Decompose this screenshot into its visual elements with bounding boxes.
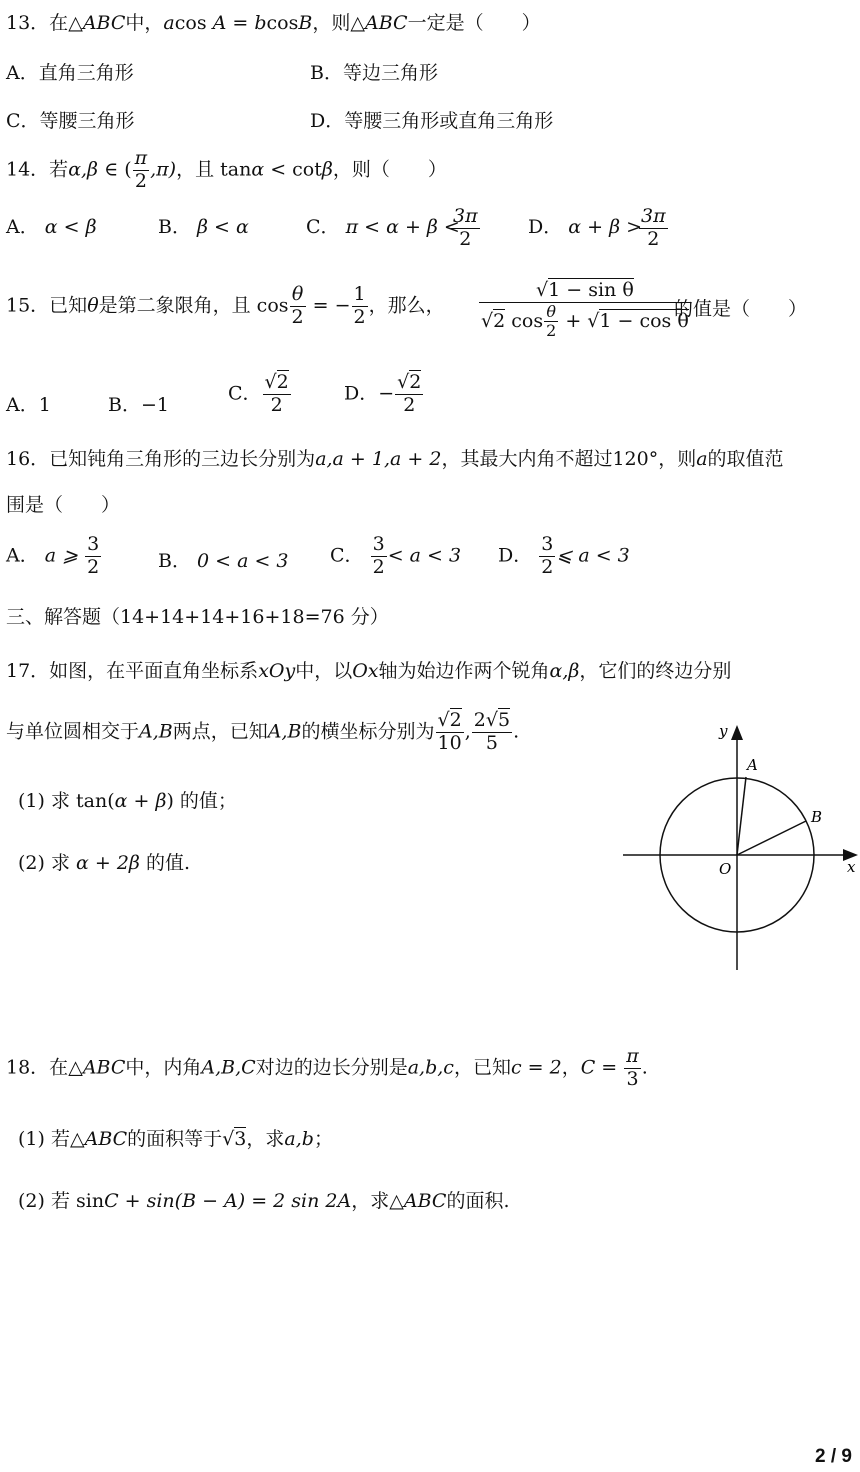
q15-option-c: C． $\frac{√2}{2}$ (228, 371, 289, 416)
q13-option-b: B．等边三角形 (310, 62, 438, 84)
q14-option-d: D． α + β > (528, 216, 643, 238)
q15-option-d: D．− $\frac{√2}{2}$ (344, 371, 422, 416)
q15-stem: 15．已知θ是第二象限角，且 cos $\frac{\theta}{2}$ = − $\frac{1}{2}$ ，那么， (6, 283, 445, 328)
q16-option-b: B． 0 < a < 3 (158, 550, 289, 572)
q16-line1: 16．已知钝角三角形的三边长分别为a,a + 1,a + 2，其最大内角不超过120°，则a的取值范 (6, 448, 784, 470)
q14-option-d-frac: $\frac{3\pi}{2}$ (641, 205, 666, 250)
q14-pi-over-2: $\frac{\pi}{2}$ (134, 147, 148, 192)
q17-line1: 17．如图，在平面直角坐标系xOy中，以Ox轴为始边作两个锐角α,β，它们的终边分别 (6, 660, 732, 682)
q13-option-c: C．等腰三角形 (6, 110, 135, 132)
q17-sub1: (1) 求 tan(α + β) 的值； (18, 790, 237, 812)
ray-oa (737, 777, 746, 855)
q15-option-a: A．1 (6, 394, 51, 416)
q14-option-a: A． α < β (6, 216, 97, 238)
q16-option-c: C． $\frac{3}{2}$ < a < 3 (330, 533, 462, 578)
q14-stem: 14．若α,β ∈ ( $\frac{\pi}{2}$ ,π)，且 tanα < cotβ，则（ ） (6, 147, 447, 192)
q18-sub2: (2) 若 sinC + sin(B − A) = 2 sin 2A，求△ABC的面积. (18, 1190, 510, 1212)
q15-option-b: B．−1 (108, 394, 169, 416)
q13-stem: 13．在△ABC中，acos A = bcosB，则△ABC一定是（ ） (6, 12, 541, 34)
label-a: A (747, 756, 758, 774)
label-b: B (811, 808, 823, 826)
q16-option-d: D． $\frac{3}{2}$ ⩽ a < 3 (498, 533, 630, 578)
q16-line2: 围是（ ） (6, 494, 121, 516)
label-y: y (719, 722, 728, 740)
q14-option-c-frac: $\frac{3\pi}{2}$ (453, 205, 478, 250)
ray-ob (737, 821, 806, 855)
section-heading: 三、解答题（14+14+14+16+18=76 分） (6, 606, 389, 628)
q15-big-fraction: √1 − sin θ √2 cos $\frac{\theta}{2}$ + √1 − cos θ (481, 279, 689, 341)
q13-option-a: A．直角三角形 (6, 62, 134, 84)
q16-option-a: A． a ⩾ $\frac{3}{2}$ (6, 533, 100, 578)
unit-circle-figure (615, 718, 860, 976)
page-number: 2 / 9 (815, 1446, 852, 1467)
q18-line1: 18．在△ABC中，内角A,B,C对边的边长分别是a,b,c，已知c = 2，C = $\frac{\pi}{3}$ . (6, 1045, 648, 1090)
q13-option-d: D．等腰三角形或直角三角形 (310, 110, 554, 132)
q14-option-c: C． π < α + β < (306, 216, 460, 238)
q17-sub2: (2) 求 α + 2β 的值. (18, 852, 191, 874)
q14-option-b: B． β < α (158, 216, 249, 238)
label-x: x (847, 858, 856, 876)
q18-sub1: (1) 若△ABC的面积等于√3，求a,b； (18, 1128, 333, 1150)
q17-line2: 与单位圆相交于A,B两点，已知A,B的横坐标分别为 $\frac{√2}{10}$ , $\frac{2√5}{5}$ . (6, 709, 520, 754)
q15-stem-post: 的值是（ ） (674, 298, 808, 320)
label-o: O (719, 860, 732, 878)
